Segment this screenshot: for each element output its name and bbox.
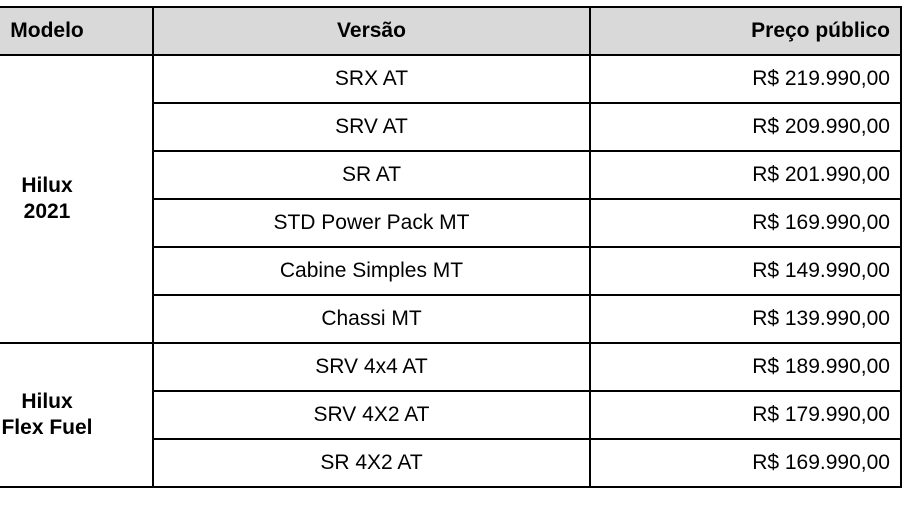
version-cell: SR AT xyxy=(153,151,590,199)
price-cell: R$ 189.990,00 xyxy=(590,343,901,391)
price-table xyxy=(0,6,902,488)
header-row xyxy=(0,7,901,55)
model-group-cell xyxy=(0,343,153,487)
model-name-line-1: Hilux xyxy=(21,173,73,197)
column-header-version: Versão xyxy=(153,7,590,55)
price-cell: R$ 209.990,00 xyxy=(590,103,901,151)
model-name-line-2: 2021 xyxy=(23,200,71,223)
price-cell: R$ 169.990,00 xyxy=(590,199,901,247)
column-header-model: Modelo xyxy=(0,7,153,55)
version-cell: SRX AT xyxy=(153,55,590,103)
version-cell: SRV AT xyxy=(153,103,590,151)
version-cell: Chassi MT xyxy=(153,295,590,343)
model-name-line-2: Flex Fuel xyxy=(1,416,93,439)
model-name-line-1: Hilux xyxy=(21,389,73,413)
price-cell: R$ 201.990,00 xyxy=(590,151,901,199)
price-cell: R$ 149.990,00 xyxy=(590,247,901,295)
price-cell: R$ 169.990,00 xyxy=(590,439,901,487)
price-cell: R$ 219.990,00 xyxy=(590,55,901,103)
version-cell: SRV 4x4 AT xyxy=(153,343,590,391)
price-cell: R$ 139.990,00 xyxy=(590,295,901,343)
table-row xyxy=(0,343,901,391)
price-cell: R$ 179.990,00 xyxy=(590,391,901,439)
model-group-cell xyxy=(0,55,153,343)
version-cell: STD Power Pack MT xyxy=(153,199,590,247)
column-header-price: Preço público xyxy=(590,7,901,55)
table-header xyxy=(0,7,901,55)
table-row xyxy=(0,55,901,103)
version-cell: SR 4X2 AT xyxy=(153,439,590,487)
table-body xyxy=(0,55,901,487)
version-cell: Cabine Simples MT xyxy=(153,247,590,295)
version-cell: SRV 4X2 AT xyxy=(153,391,590,439)
